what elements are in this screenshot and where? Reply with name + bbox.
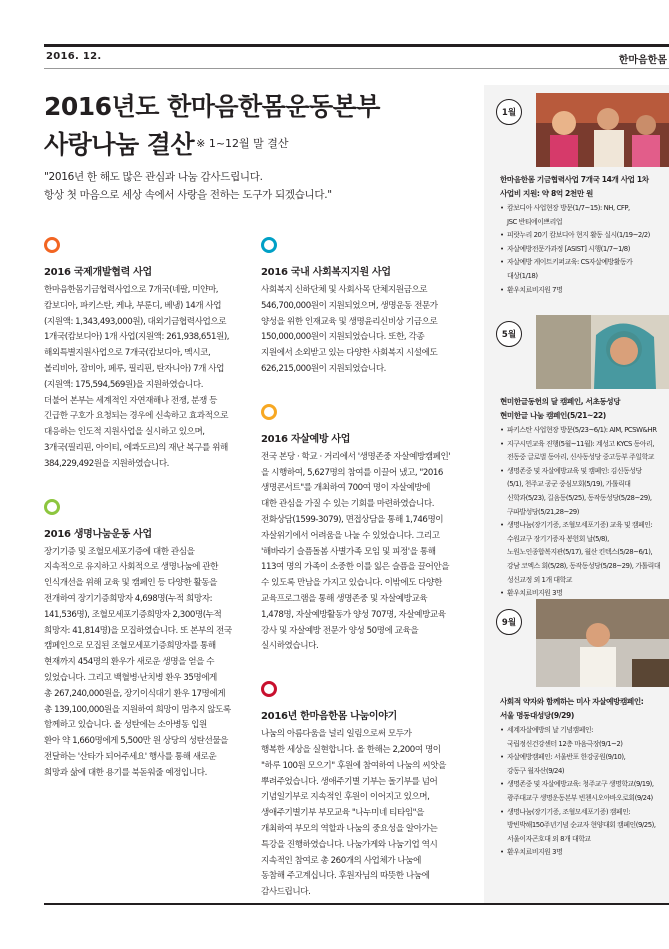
- list-item: 국립정신건강센터 12층 마음극장(9/1~2): [507, 739, 623, 748]
- list-item: 서울이자곤호대 외 8개 대학교: [507, 834, 591, 843]
- list-item: 구파발성당(5/21,28~29): [507, 507, 579, 516]
- section-sharing-story: [261, 681, 461, 901]
- body-line: 사회복지 신하단체 및 사회사목 단체지원금으로: [261, 285, 428, 295]
- monthly-sidebar: [484, 85, 669, 905]
- body-line: 강사 및 자살예방 전문가 양성 50명에 교육을: [261, 625, 419, 636]
- body-line: 개최하여 부모의 역할과 나눔의 중요성을 알아가는: [261, 823, 438, 834]
- body-line: 총 267,240,000원을, 장기이식대기 환우 17명에게: [44, 688, 226, 699]
- list-item: 노원노인종합복지관(5/17), 월산 킨텍스(5/28~6/1),: [507, 548, 653, 557]
- list-item: 성신교정 외 1개 대학교: [507, 575, 573, 584]
- badge-september: 9월: [496, 609, 522, 635]
- section-title: 2016 국내 사회복지지원 사업: [261, 267, 391, 278]
- body-line: 지원에서 소외받고 있는 다양한 사회복지 시설에도: [261, 348, 438, 359]
- page-title: [44, 88, 380, 163]
- body-line: 캠페인으로 모집된 조혈모세포기증희망자를 통해: [44, 641, 216, 652]
- list-item: • 생명존중 및 자살예방교육: 청주교구 생명학교(9/19),: [500, 778, 668, 792]
- section-title: 2016 자살예방 사업: [261, 433, 351, 445]
- section-life-sharing: [44, 499, 244, 782]
- yellow-circle-icon: [261, 404, 277, 420]
- list-item: JSC 반티에이쁘리업: [507, 217, 563, 226]
- running-head: 한마음한몸: [618, 55, 667, 66]
- list-item: • 지구시민교육 진행(5월~11월): 계성고 KYCS 동아리,: [500, 438, 668, 452]
- title-line-2-text: 사랑나눔 결산: [44, 130, 195, 159]
- body-line: 장기기증 및 조혈모세포기증에 대한 관심을: [44, 546, 195, 557]
- body-line: 동참해 주고계십니다. 후원자님의 따뜻한 나눔에: [261, 871, 430, 882]
- section-title: 2016년 한마음한몸 나눔이야기: [261, 711, 397, 723]
- body-line: 생애주기별기부 부모교육 "나누미네 티타임"을: [261, 808, 425, 819]
- body-line: 대응하는 인도적 지원사업을 실시하고 있으며,: [44, 427, 205, 438]
- body-line: 기념일기부로 지속적인 후원이 이어지고 있으며,: [261, 792, 430, 803]
- list-item: • 피랏누리 20기 캄보디아 현지 활동 실시(1/19~2/2): [500, 229, 668, 243]
- intro-line-2: 항상 첫 마음으로 세상 속에서 사랑을 전하는 도구가 되겠습니다.": [44, 189, 332, 201]
- list-item: • 생명나눔(장기기증, 조혈모세포기증) 캠페인:: [500, 806, 668, 820]
- body-line: 긴급한 구호가 요청되는 경우에 신속하고 효과적으로: [44, 411, 229, 422]
- body-line: 한마음한몸기금협력사업으로 7개국(네팔, 미얀마,: [44, 285, 219, 295]
- block-headline-line: 사업비 지원: 약 8억 2천만 원: [500, 189, 593, 198]
- photo-pakistan-girl: [536, 315, 669, 389]
- bottom-rule: [44, 903, 669, 905]
- body-line: 해외특별지원사업으로 7개국(캄보디아, 멕시코,: [44, 348, 211, 359]
- list-item: 수원교구 장기기증자 봉헌회 날(5/8),: [507, 534, 609, 543]
- list-item: 방빈박해150주년기념 순교자 현양대회 캠페인(9/25),: [507, 821, 656, 830]
- section-domestic-welfare: [261, 237, 461, 378]
- section-title: 2016 생명나눔운동 사업: [44, 528, 152, 540]
- list-item: • 생명나눔(장기기증, 조혈모세포기증) 교육 및 캠페인:: [500, 519, 668, 533]
- issue-date: 2016. 12.: [46, 51, 102, 62]
- body-line: (지원액: 175,594,569원)을 지원하였습니다.: [44, 379, 204, 390]
- list-item: 강남 코엑스 회(5/28), 동작동성당(5/28~29), 가톨릭대: [507, 561, 661, 570]
- body-line: 나눔의 아름다움을 널리 일림으로써 모두가: [261, 729, 412, 740]
- section-body: [261, 283, 461, 378]
- body-line: 113여 명의 가족이 소중한 이를 잃은 슬픔을 끌어안을: [261, 562, 450, 573]
- body-line: 141,536명), 조혈모세포기증희망자 2,300명(누적: [44, 609, 222, 620]
- photo-cambodia-children: [536, 93, 669, 167]
- block-headline: [500, 173, 669, 201]
- section-body: [44, 283, 244, 473]
- body-line: 대한 관심을 가질 수 있는 기회를 마련하였습니다.: [261, 499, 435, 510]
- body-line: 626,215,000원이 지원되었습니다.: [261, 363, 386, 374]
- body-line: (지원액: 1,343,493,000원), 대외기금협력사업으로: [44, 316, 227, 327]
- body-line: 환아 약 1,660명에게 5,500만 원 상당의 성탄선물을: [44, 736, 229, 747]
- body-line: 전국 본당 · 학교 · 거리에서 '생명존중 자살예방캠페인': [261, 451, 451, 462]
- intro-line-1: "2016년 한 해도 많은 관심과 나눔 감사드립니다.: [44, 171, 263, 183]
- body-line: 자살위기에서 어려움을 나눌 수 있었습니다. 그리고: [261, 530, 440, 541]
- section-body: [261, 450, 461, 655]
- teal-circle-icon: [261, 237, 277, 253]
- body-line: 희망과 삶에 대한 용기를 북돋워줄 예정입니다.: [44, 767, 207, 778]
- header-divider: [44, 68, 669, 69]
- body-line: 뿌려주었습니다. 생애주기별 기부는 돌기부를 넘어: [261, 776, 438, 787]
- badge-may: 5월: [496, 321, 522, 347]
- list-item: • 자살예방캠페인: 서울반포 한강공원(9/10),: [500, 751, 668, 765]
- body-line: 3개국(필리핀, 아이티, 에콰도르)의 재난 복구를 위해: [44, 442, 228, 453]
- body-line: 실시하였습니다.: [261, 641, 319, 652]
- title-line-1: 2016년도 한마음한몸운동본부: [44, 92, 380, 121]
- body-line: 캄보디아, 파키스탄, 케냐, 부룬디, 베냉) 14개 사업: [44, 300, 222, 311]
- body-line: 을 시행하여, 5,627명의 참여를 이끌어 냈고, "2016: [261, 467, 443, 478]
- body-line: 감사드립니다.: [261, 887, 311, 898]
- body-line: 교육프로그램을 통해 생명존중 및 자살예방교육: [261, 593, 428, 604]
- body-line: 전달하는 '산타가 되어주세요' 행사를 통해 새로운: [44, 751, 217, 762]
- body-line: 수 있도록 만남을 가지고 있습니다. 이밖에도 다양한: [261, 578, 442, 589]
- body-line: 인식개선을 위해 교육 및 캠페인 등 다양한 활동을: [44, 578, 218, 589]
- block-list: [500, 724, 668, 860]
- list-item: • 세계자살예방의 날 기념캠페인:: [500, 724, 668, 738]
- body-line: '해바라기 슬픔돌봄 사별가족 모임 및 피정'을 통해: [261, 546, 436, 557]
- list-item: 신학과(5/23), 길음동(5/25), 동작동성당(5/28~29),: [507, 493, 652, 502]
- block-headline-line: 현미한글동헌의 달 캠페인, 서초동성당: [500, 397, 621, 406]
- list-item: • 환우치료비지원 7명: [500, 284, 668, 298]
- list-item: 광주대교구 생명운동본부 빈첸시오아바오로회(9/24): [507, 793, 653, 802]
- red-circle-icon: [261, 681, 277, 697]
- block-list: [500, 202, 668, 297]
- list-item: 강동구 월자산(9/24): [507, 766, 565, 775]
- list-item: • 캄보디아 사업현장 방문(1/7~15): NH, CFP,: [500, 202, 668, 216]
- section-body: [261, 727, 461, 901]
- photo-cathedral-mass: [536, 599, 669, 687]
- body-line: 행복한 세상을 실현합니다. 올 한해는 2,200여 명이: [261, 744, 441, 755]
- title-period: ※ 1~12월 말 결산: [196, 137, 289, 150]
- list-item: • 파키스탄 사업현장 방문(5/23~6/1): AIM, PCSW&HR: [500, 424, 668, 438]
- block-headline-line: 현미한글 나눔 캠페인(5/21~22): [500, 411, 606, 420]
- body-line: 양성을 위한 인재교육 및 생명윤리신비상 기금으로: [261, 316, 438, 327]
- body-line: 150,000,000원이 지원되었습니다. 또한, 각종: [261, 332, 425, 343]
- body-line: 1개국(캄보디아) 1개 사업(지원액: 261,938,651원),: [44, 332, 230, 343]
- list-item: • 환우치료비지원 3명: [500, 587, 668, 601]
- green-circle-icon: [44, 499, 60, 515]
- section-suicide-prevention: [261, 404, 461, 655]
- body-line: 생명콘서트"를 개최하여 700여 명이 자살예방에: [261, 483, 431, 494]
- list-item: 전동중 글로벌 동아리, 신사동성당 중고등부 주일학교: [507, 453, 654, 462]
- title-line-2: [44, 125, 380, 163]
- list-item: • 환우치료비지원 3명: [500, 846, 668, 860]
- body-line: 지속적으로 유지하고 사회적으로 생명나눔에 관한: [44, 562, 219, 573]
- body-line: 희망자: 41,814명)을 모집하였습니다. 또 본부의 전국: [44, 625, 232, 636]
- body-line: 384,229,492원을 지원하였습니다.: [44, 458, 169, 469]
- block-list: [500, 424, 668, 601]
- badge-january: 1월: [496, 99, 522, 125]
- section-title: 2016 국제개발협력 사업: [44, 267, 152, 278]
- body-line: 총 139,100,000원을 지원하여 희망이 멈추지 않도록: [44, 704, 231, 715]
- middle-column: [261, 237, 461, 921]
- body-line: 전개하여 장기기증희망자 4,698명(누적 희망자:: [44, 593, 213, 604]
- intro-quote: [44, 168, 464, 204]
- body-line: "하루 100원 모으기" 후원에 참여하여 나눔의 씨앗을: [261, 760, 446, 771]
- body-line: 546,700,000원이 지원되었으며, 생명운동 전문가: [261, 300, 438, 311]
- block-headline-line: 서울 명동대성당(9/29): [500, 711, 574, 720]
- body-line: 현재까지 454명의 환우가 새로운 생명을 얻을 수: [44, 657, 215, 668]
- section-body: [44, 545, 244, 782]
- body-line: 함께하고 있습니다. 올 성탄에는 소아병동 입원: [44, 720, 207, 731]
- block-headline: [500, 395, 669, 423]
- left-column: [44, 237, 244, 802]
- body-line: 있었습니다. 그리고 백혈병·난치병 환우 35명에게: [44, 672, 217, 683]
- body-line: 더불어 본부는 세계적인 자연재해나 전쟁, 분쟁 등: [44, 395, 218, 406]
- section-international: [44, 237, 244, 473]
- top-rule: [44, 44, 669, 47]
- orange-circle-icon: [44, 237, 60, 253]
- block-headline: [500, 695, 669, 723]
- block-headline-line: 사회적 약자와 함께하는 미사 자살예방캠페인:: [500, 697, 644, 706]
- body-line: 지속적인 참여로 총 260개의 사업체가 나눔에: [261, 855, 421, 866]
- list-item: • 자살예방 게이트키퍼교육: CS자살예방활동가: [500, 256, 668, 270]
- body-line: 특강을 진행하였습니다. 나눔가게와 나눔기업 역시: [261, 839, 438, 850]
- body-line: 1,478명, 자살예방활동가 양성 707명, 자살예방교육: [261, 609, 446, 620]
- list-item: 대상(1/18): [507, 271, 538, 280]
- list-item: • 생명존중 및 자살예방교육 및 캠페인: 김신동성당: [500, 465, 668, 479]
- list-item: • 자살예방전문가과정 [ASIST] 시행(1/7~1/8): [500, 243, 668, 257]
- body-line: 볼리비아, 잠비아, 페루, 필리핀, 탄자니아) 7개 사업: [44, 363, 224, 374]
- body-line: 전화상담(1599-3079), 면접상담을 통해 1,746명이: [261, 514, 444, 525]
- block-headline-line: 한마음한몸 기금협력사업 7개국 14개 사업 1차: [500, 175, 649, 184]
- list-item: (5/1), 천주교 공군 중심모회(5/19), 가톨릭대: [507, 480, 631, 489]
